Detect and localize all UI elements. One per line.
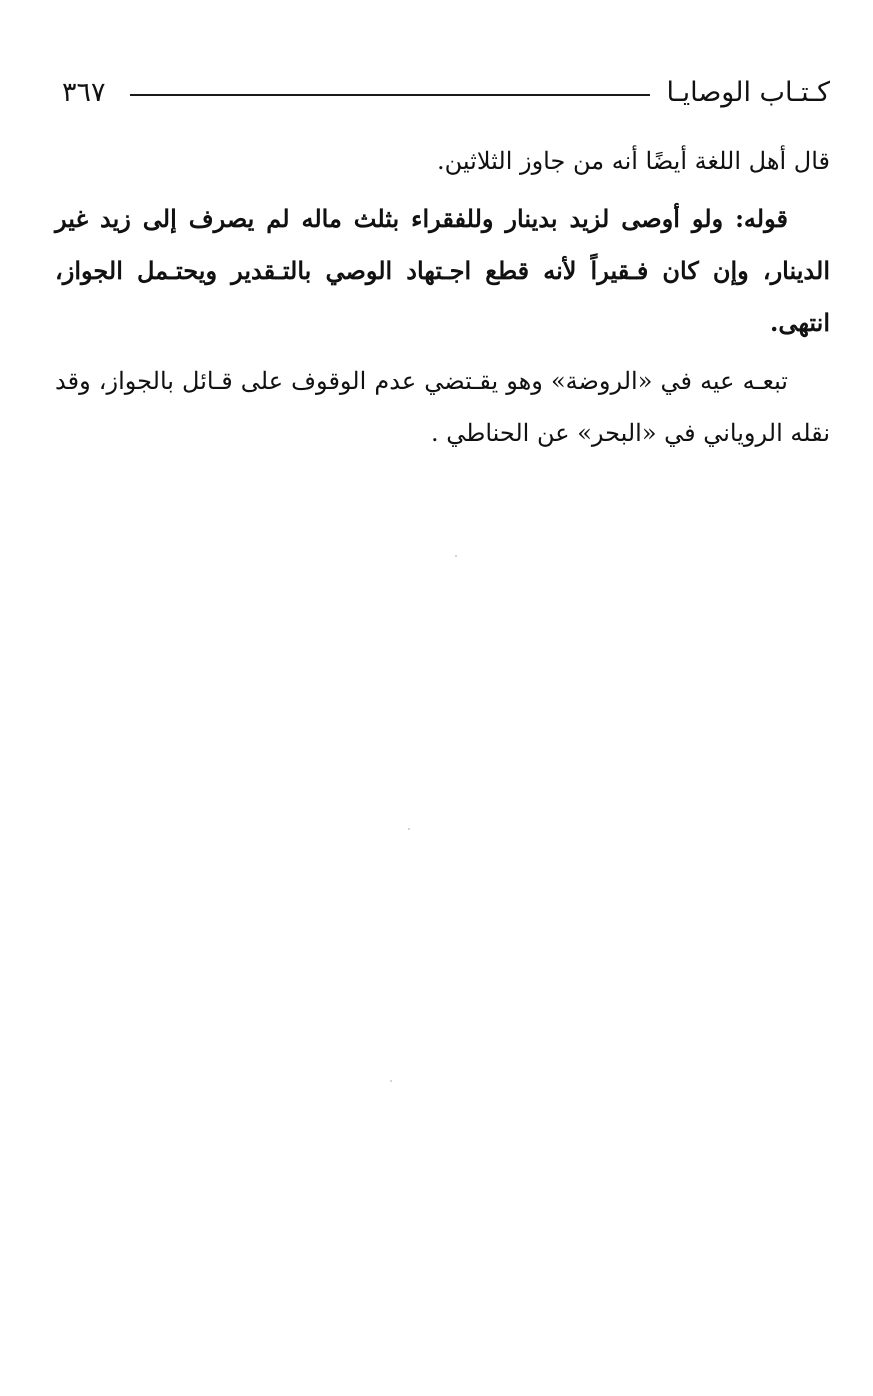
- paragraph-continuation: قال أهل اللغة أيضًا أنه من جاوز الثلاثين.: [437, 147, 830, 175]
- running-head: [62, 72, 830, 112]
- paragraph-quoted-statement: قوله: ولو أوصى لزيد بدينار وللفقراء بثلث ماله لم يصرف إلى زيد غير الدينار، وإن كان فـقيراً لأنه قطع اجـتهاد الوصي بالتـقدير ويحتـمل الجواز، انتهى.: [55, 204, 830, 337]
- header-rule: [130, 94, 651, 96]
- scan-speck: [455, 555, 457, 557]
- body-text: [55, 135, 830, 459]
- scan-speck: [390, 1080, 392, 1082]
- paragraph-commentary: تبعـه عيه في «الروضة» وهو يقـتضي عدم الوقوف على قـائل بالجواز، وقد نقله الروياني في «البحر» عن الحناطي .: [55, 367, 830, 447]
- page-number: ٣٦٧: [62, 76, 106, 108]
- scan-speck: [408, 828, 410, 830]
- chapter-title: كـتـاب الوصايـا: [666, 76, 830, 108]
